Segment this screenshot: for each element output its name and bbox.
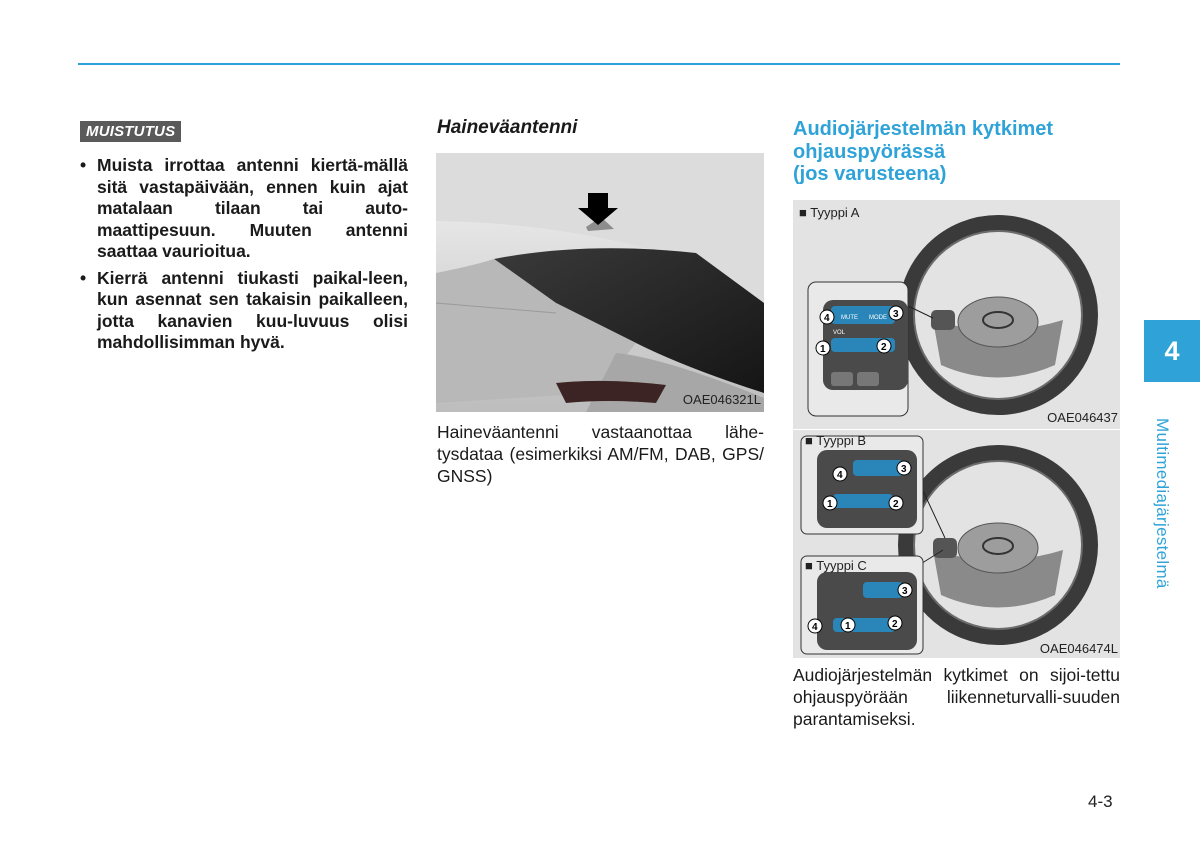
figure-code: OAE046321L (682, 392, 761, 407)
type-a-text: Tyyppi A (810, 205, 860, 220)
type-c-text: Tyyppi C (816, 558, 867, 573)
figure-code: OAE046437 (1047, 410, 1118, 425)
callout-1: 1 (827, 499, 833, 510)
page-number: 4-3 (1088, 792, 1113, 811)
mute-label: MUTE (841, 315, 858, 321)
callout-3: 3 (901, 464, 907, 475)
audio-heading-line: ohjauspyörässä (793, 140, 946, 163)
callout-4: 4 (812, 622, 818, 633)
callout-2: 2 (892, 619, 898, 630)
callout-3: 3 (902, 586, 908, 597)
notice-list (80, 155, 408, 359)
vol-label: VOL (833, 330, 846, 336)
type-c-label: ■ Tyyppi C (805, 558, 867, 573)
notice-badge: MUISTUTUS (80, 121, 181, 142)
audio-body: Audiojärjestelmän kytkimet on sijoi-tettu ohjauspyörään liikenneturvalli-suuden parantamiseksi. (793, 665, 1120, 729)
audio-heading-line: Audiojärjestelmän kytkimet (793, 118, 1054, 140)
antenna-illustration (436, 153, 764, 412)
notice-item: • Muista irrottaa antenni kiertä-mällä sitä vastapäivään, ennen kuin ajat matalaan tilaan tai auto-maattipesuun. Muuten antenni saattaa vaurioitua. (80, 155, 408, 263)
top-rule (78, 63, 1120, 65)
type-b-text: Tyyppi B (816, 433, 867, 448)
audio-heading-line: (jos varusteena) (793, 163, 947, 185)
callout-4: 4 (824, 313, 830, 324)
steering-wheel-a-drawing (793, 200, 1120, 429)
callout-1: 1 (820, 344, 826, 355)
type-b-label: ■ Tyyppi B (805, 433, 867, 448)
callout-2: 2 (893, 499, 899, 510)
figure-code: OAE046474L (1039, 641, 1118, 656)
antenna-body: Haineväantenni vastaanottaa lähe-tysdataa (esimerkiksi AM/FM, DAB, GPS/ GNSS) (437, 422, 764, 486)
callout-1: 1 (845, 621, 851, 632)
steering-wheel-type-bc-illustration (793, 430, 1120, 658)
chapter-tab: 4 (1144, 320, 1200, 382)
callout-2: 2 (881, 342, 887, 353)
callout-3: 3 (893, 309, 899, 320)
steering-wheel-bc-drawing (793, 430, 1120, 658)
notice-item: • Kierrä antenni tiukasti paikal-leen, kun asennat sen takaisin paikalleen, jotta kanavien kuu-luvuus olisi mahdollisimman hyvä. (80, 268, 408, 354)
chapter-title: Multimediajärjestelmä (1153, 418, 1172, 589)
antenna-heading: Haineväantenni (437, 117, 578, 138)
steering-wheel-type-a-illustration (793, 200, 1120, 429)
car-rear-drawing (436, 153, 764, 412)
type-a-label: ■ Tyyppi A (799, 205, 860, 220)
audio-heading (793, 118, 1113, 186)
mode-label: MODE (869, 315, 887, 321)
callout-4: 4 (837, 470, 843, 481)
